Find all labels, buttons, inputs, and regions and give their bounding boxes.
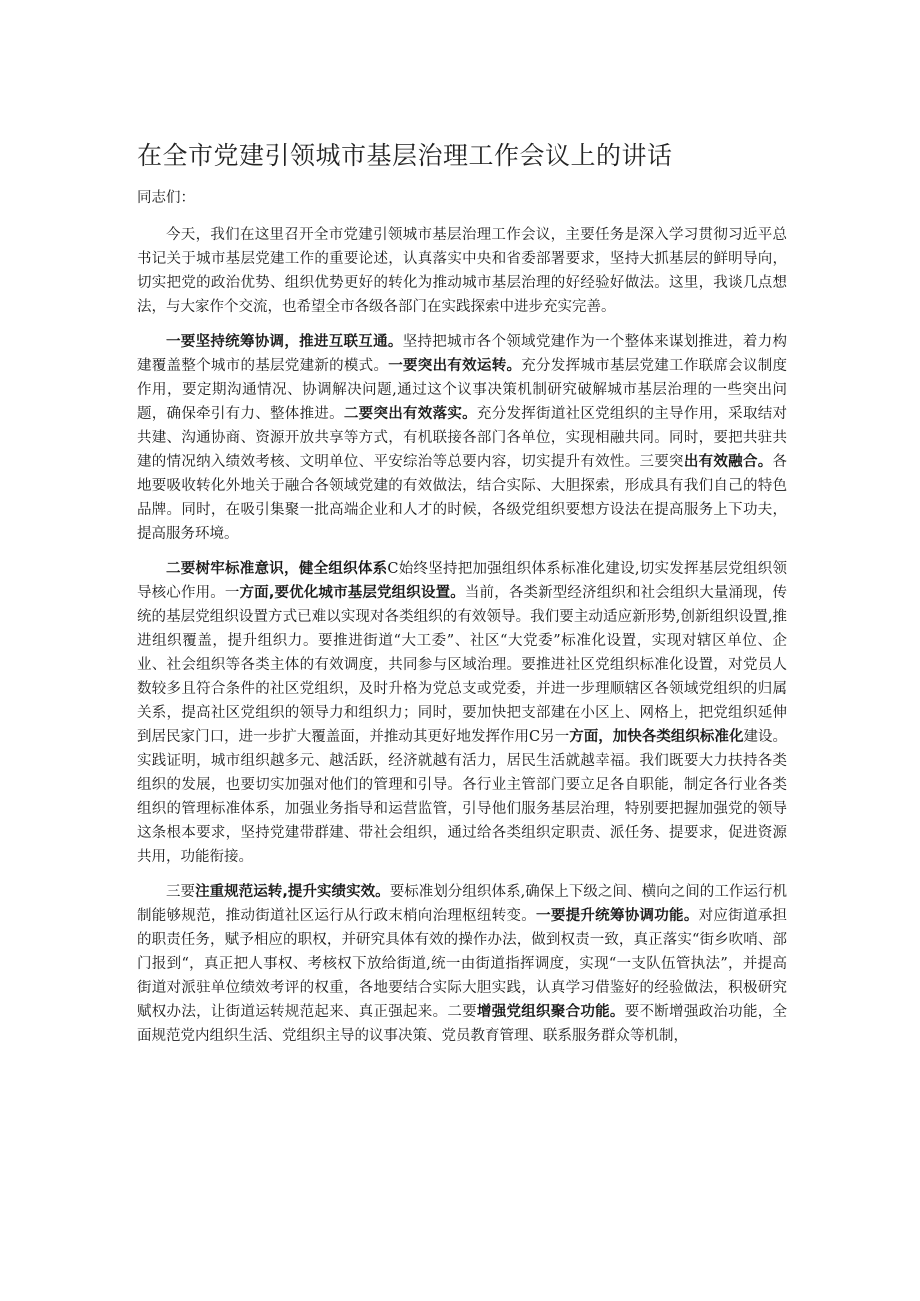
text-run: 充分发挥街道社区党组织的主导作用，采取结对共建、沟通协商、资源开放共享等方式，有机联接各部门各单位，实现相融共同。同时，要把共驻共建的情况纳入绩效考核、文明单位、平安综治等总要内容，切实提升有效性。三要突 bbox=[137, 406, 788, 470]
text-run: 建设。实践证明，城市组织越多元、越活跃，经济就越有活力，居民生活就越幸福。我们既要大力扶持各类组织的发展，也要切实加强对他们的管理和引导。各行业主管部门要立足各自职能，制定各行业各类组织的管理标准体系，加强业务指导和运营监管，引导他们服务基层治理，特别要把握加强党的领导这条根本要求，坚持党建带群建、带社会组织，通过给各类组织定职责、派任务、提要求，促进资源共用，功能衔接。 bbox=[137, 729, 788, 865]
bold-run: 方面，加快各类组织标准化 bbox=[569, 729, 744, 745]
intro-paragraph: 今天，我们在这里召开全市党建引领城市基层治理工作会议，主要任务是深入学习贯彻习近平总书记关于城市基层党建工作的重要论述，认真落实中央和省委部署要求，坚持大抓基层的鲜明导向，切实把党的政治优势、组织优势更好的转化为推动城市基层治理的好经验好做法。这里，我谈几点想法，与大家作个交流，也希望全市各级各部门在实践探索中进步充实完善。 bbox=[137, 227, 787, 315]
text-run: 三要 bbox=[166, 884, 196, 900]
bold-run: 二要突出有效落实。 bbox=[343, 406, 477, 422]
text-run: 充分发挥城市基层党建工作联席会议制度作用，要定期沟通情况、协调解决问题,通过这个议事决策机制研究破解城市基层治理的一些突出问题，确保牵引有力、整体推进。 bbox=[137, 358, 788, 422]
bold-run: 注重规范运转,提升实绩实效。 bbox=[195, 884, 390, 900]
section-paragraph-2 bbox=[137, 557, 787, 869]
bold-run: 一要突出有效运转。 bbox=[388, 358, 522, 374]
bold-run: 增强党组织聚合功能。 bbox=[476, 1004, 625, 1020]
text-run: 各地要吸收转化外地关于融合各领域党建的有效做法，结合实际、大胆探索，形成具有我们自己的特色品牌。同时，在吸引集聚一批高端企业和人才的时候，各级党组织要想方设法在提高服务上下功夫，提高服务环境。 bbox=[137, 454, 788, 542]
bold-run: 方面,要优化城市基层党组织设置。 bbox=[239, 585, 465, 601]
greeting: 同志们： bbox=[137, 190, 195, 206]
bold-run: 一要坚持统筹协调，推进互联互通。 bbox=[166, 334, 403, 350]
section-paragraph-1 bbox=[137, 330, 787, 546]
document-title: 在全市党建引领城市基层治理工作会议上的讲话 bbox=[137, 141, 673, 170]
text-run: 坚持把城市各个领域党建作为一个整体来谋划推进，着力构建覆盖整个城市的基层党建新的模式。 bbox=[137, 334, 788, 374]
text-run: 要标准划分组织体系,确保上下级之间、横向之间的工作运行机制能够规范，推动街道社区运行从行政末梢向治理枢纽转变。 bbox=[137, 884, 788, 924]
text-run: 要不断增强政治功能，全面规范党内组织生活、党组织主导的议事决策、党员教育管理、联系服务群众等机制， bbox=[137, 1004, 788, 1044]
section-paragraph-3 bbox=[137, 880, 787, 1048]
document-page bbox=[137, 136, 787, 1048]
text-run: C始终坚持把加强组织体系标准化建设,切实发挥基层党组织领导核心作用。一 bbox=[137, 561, 788, 601]
bold-run: 一要提升统筹协调功能。 bbox=[536, 908, 699, 924]
text-run: 当前，各类新型经济组织和社会组织大量涌现，传统的基层党组织设置方式已难以实现对各类组织的有效领导。我们要主动适应新形势,创新组织设置,推进组织覆盖，提升组织力。要推进街道“大工委”、社区“大党委”标准化设置，实现对辖区单位、企业、社会组织等各类主体的有效调度，共同参与区域治理。要推进社区党组织标准化设置，对党员人数较多且符合条件的社区党组织，及时升格为党总支或党委，并进一步理顺辖区各领域党组织的归属关系，提高社区党组织的领导力和组织力；同时，要加快把支部建在小区上、网格上，把党组织延伸到居民家门口，进一步扩大覆盖面，并推动其更好地发挥作用C另一 bbox=[137, 585, 787, 745]
bold-run: 出有效融合。 bbox=[683, 454, 773, 470]
text-run: 对应街道承担的职责任务，赋予相应的职权，并研究具体有效的操作办法，做到权责一致，真正落实“街乡吹哨、部门报到“，真正把人事权、考核权下放给街道,统一由街道指挥调度，实现“一支队伍管执法”，并提高街道对派驻单位绩效考评的权重，各地要结合实际大胆实践，认真学习借鉴好的经验做法，积极研究赋权办法，让街道运转规范起来、真正强起来。二要 bbox=[137, 908, 788, 1020]
bold-run: 二要树牢标准意识，健全组织体系 bbox=[166, 561, 388, 577]
